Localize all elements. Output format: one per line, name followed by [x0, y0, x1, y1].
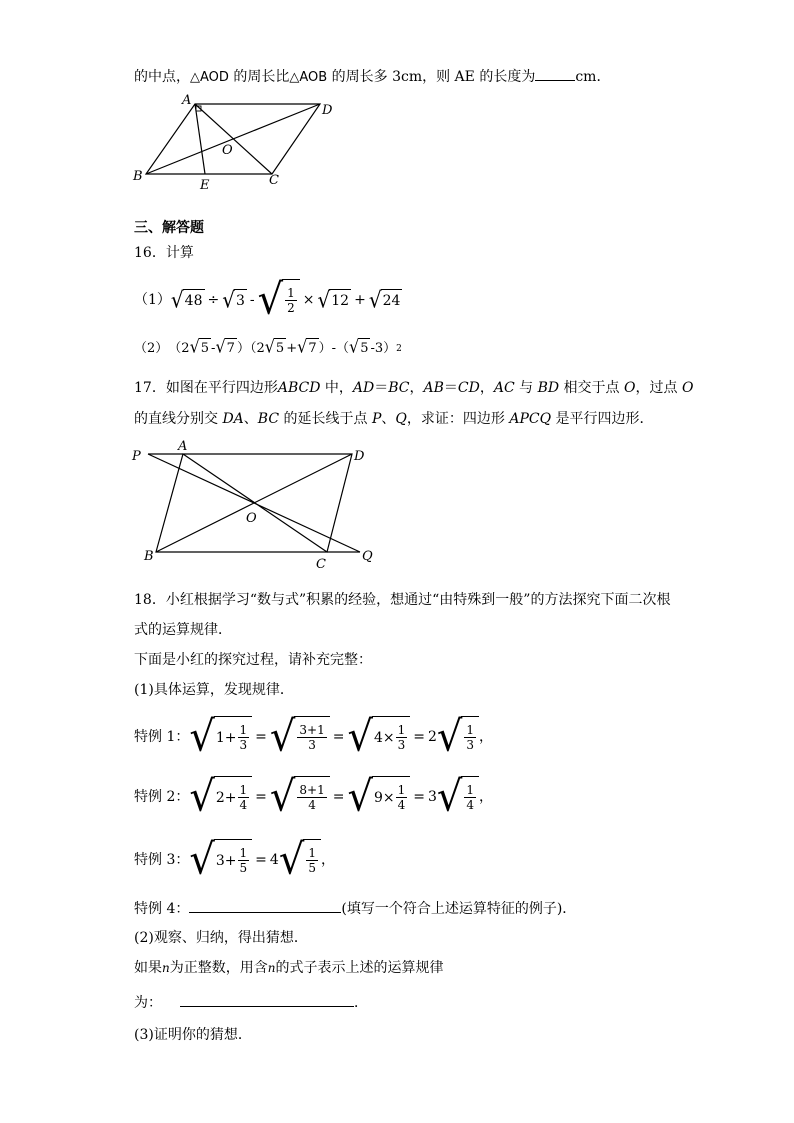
q16-title: 16．计算 [134, 245, 194, 261]
q16-sqrt48: √ 48 [170, 286, 203, 314]
q16-p2-label: （2） [134, 340, 169, 356]
q18-wei-line: 为： ． [134, 992, 368, 1013]
q16-part1 [134, 275, 402, 325]
q17-label-c: C [316, 557, 326, 572]
q18-rule-answer-blank[interactable] [180, 992, 354, 1007]
q18-prove: (3)证明你的猜想． [134, 1027, 252, 1043]
q15-label-d: D [322, 103, 333, 118]
q16-p1-times: × [302, 292, 315, 308]
q17-parallelogram-figure [130, 438, 390, 573]
q16-p2-sqrt7a: √ 7 [215, 338, 236, 359]
q18-ex1-term3: √ 4 × $\frac{1}{3}$ [347, 716, 410, 758]
q18-line1: 18．小红根据学习“数与式”积累的经验，想通过“由特殊到一般”的方法探究下面二次根 [134, 592, 671, 608]
q15-text-before: 的中点， [134, 69, 190, 85]
q16-p2-sqrt5a: √ 5 [190, 338, 211, 359]
q16-part2 [134, 335, 402, 359]
q18-ex4-answer-blank[interactable] [189, 898, 341, 913]
q17-line1: 17．如图在平行四边形ABCD 中，AD＝BC，AB＝CD，AC 与 BD 相交于点 O，过点 O [134, 380, 694, 396]
q18-if-line: 如果n为正整数，用含n的式子表示上述的运算规律 [134, 960, 444, 976]
q18-example4 [134, 898, 576, 919]
q15-answer-blank[interactable] [535, 66, 575, 81]
q16-sqrt24: √ 24 [368, 286, 401, 314]
q18-ex3-label: 特例 3： [134, 852, 190, 868]
q16-p2-sqrt7b: √ 7 [297, 338, 318, 359]
q16-p2-text-d: + [286, 340, 298, 356]
q16-sqrt-half: √ $\frac{1}{2}$ [258, 279, 300, 321]
q16-p2-text-c: ）（2 [236, 340, 265, 356]
q18-ex2-term4: √ $\frac{1}{4}$ [437, 776, 479, 818]
q18-ex2-label: 特例 2： [134, 789, 190, 805]
q16-p1-plus: + [354, 292, 366, 308]
section-3-title: 三、解答题 [134, 220, 204, 236]
q16-p1-label: （1） [134, 292, 171, 308]
q15-label-o: O [222, 143, 233, 158]
q18-ex3-term1: √ 3 + $\frac{1}{5}$ [189, 839, 252, 881]
q18-line2: 式的运算规律． [134, 622, 232, 638]
q16-p2-text-a: （2 [168, 340, 190, 356]
q16-p2-text-b: - [211, 340, 216, 356]
q15-label-e: E [200, 178, 210, 193]
q15-segment-ae [195, 104, 205, 174]
q15-label-b: B [133, 169, 143, 184]
q18-ex2-term1: √ 2 + $\frac{1}{4}$ [189, 776, 252, 818]
q15-unit: cm． [575, 69, 611, 85]
q16-sqrt12: √ 12 [317, 286, 350, 314]
q16-p2-exponent: 2 [396, 343, 402, 354]
q15-triangle-aob: △AOB [289, 70, 328, 85]
q16-p1-minus: - [249, 292, 255, 308]
q16-p1-div: ÷ [207, 292, 220, 308]
q15-mid1: 的周长比 [228, 69, 290, 85]
q16-p2-text-e: ）-（ [318, 340, 349, 356]
q18-example3: 特例 3： √ 3 + $\frac{1}{5}$ = 4 √ $\frac{1}{5}$ ， [134, 835, 335, 885]
q18-ex2-term2: √ $\frac{8+1}{4}$ [270, 776, 330, 818]
q18-line3: 下面是小红的探究过程，请补充完整： [134, 652, 372, 668]
q16-p2-text-f: -3） [370, 340, 397, 356]
q18-ex2-term3: √ 9 × $\frac{1}{4}$ [347, 776, 410, 818]
q17-label-d: D [354, 449, 365, 464]
q16-sqrt3: √ 3 [222, 286, 245, 314]
q16-p2-sqrt5c: √ 5 [349, 338, 370, 359]
q15-label-a: A [182, 93, 192, 108]
q17-label-a: A [178, 439, 188, 454]
q18-ex1-term2: √ $\frac{3+1}{3}$ [270, 716, 330, 758]
q16-p2-sqrt5b: √ 5 [265, 338, 286, 359]
q18-example2: 特例 2： √ 2 + $\frac{1}{4}$ = √ $\frac{8+1}{4}$ = √ 9 × $\frac{1}{4}$ = 3 √ $\frac{1}{4}$ ， [134, 772, 494, 822]
q17-label-b: B [144, 549, 154, 564]
q18-ex4-hint: (填写一个符合上述运算特征的例子)． [341, 901, 577, 917]
q15-label-c: C [269, 173, 279, 188]
q18-line4: (1)具体运算，发现规律． [134, 682, 294, 698]
q17-label-o: O [246, 511, 257, 526]
q17-line-pq [148, 454, 360, 552]
q18-ex3-term2: √ $\frac{1}{5}$ [279, 839, 321, 881]
q18-observe: (2)观察、归纳，得出猜想． [134, 930, 308, 946]
q17-line2: 的直线分别交 DA、BC 的延长线于点 P、Q，求证：四边形 APCQ 是平行四边形． [134, 411, 654, 427]
q17-label-p: P [132, 449, 141, 464]
q18-ex1-term4: √ $\frac{1}{3}$ [437, 716, 479, 758]
q15-diagonal-ac [195, 104, 272, 174]
q18-ex1-label: 特例 1： [134, 729, 190, 745]
q15-text-line [134, 66, 610, 88]
q15-triangle-aod: △AOD [190, 70, 229, 85]
q17-label-q: Q [362, 549, 373, 564]
q15-parallelogram-figure [130, 92, 333, 193]
q18-ex4-label: 特例 4： [134, 901, 190, 917]
q18-example1: 特例 1： √ 1 + $\frac{1}{3}$ = √ $\frac{3+1}{3}$ = √ 4 × $\frac{1}{3}$ = 2 √ $\frac{1}{3}$ ， [134, 712, 494, 762]
q15-mid2: 的周长多 3cm，则 AE 的长度为 [327, 69, 536, 85]
q18-ex1-term1: √ 1 + $\frac{1}{3}$ [189, 716, 252, 758]
